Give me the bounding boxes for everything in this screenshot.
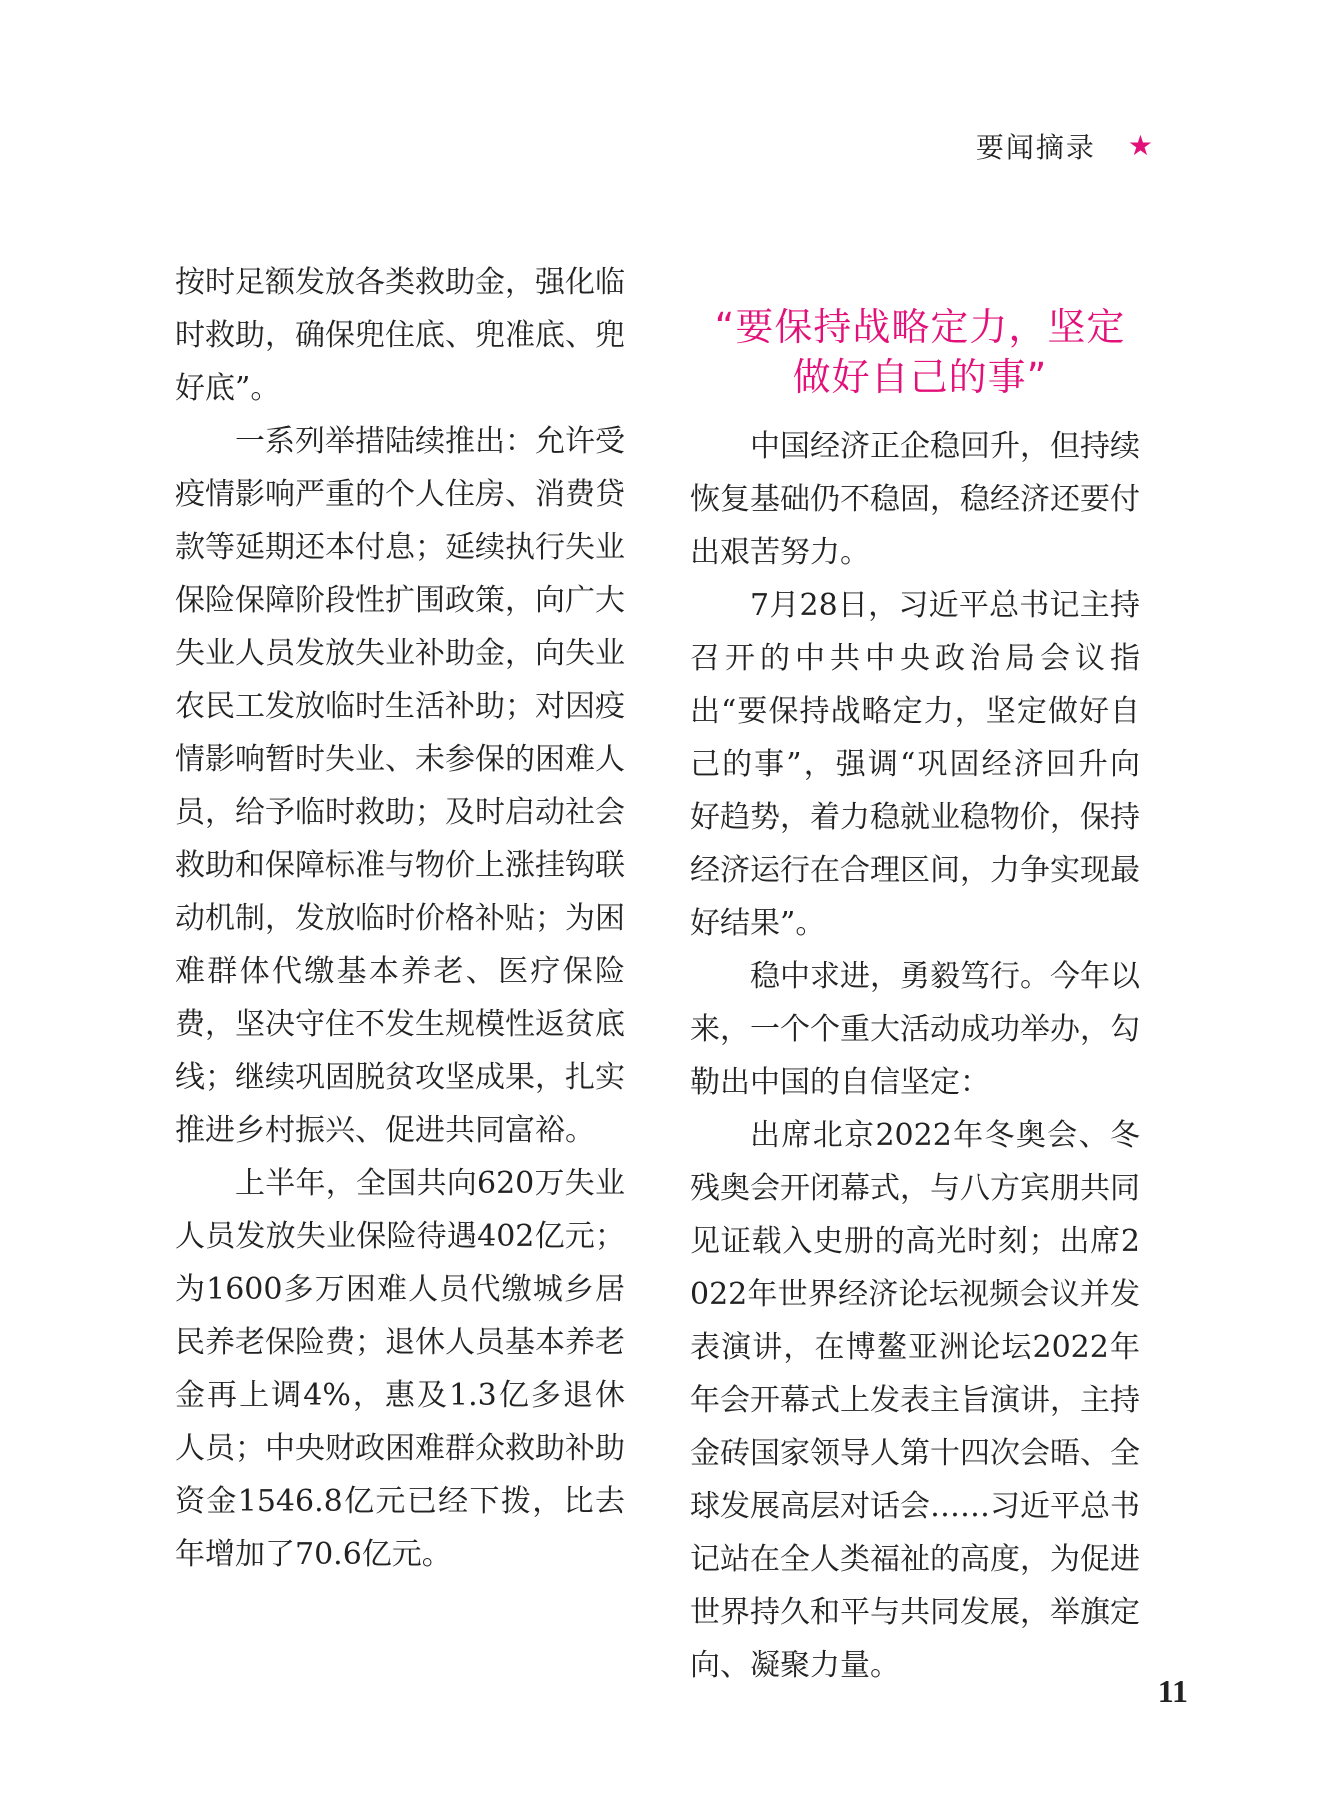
star-icon: ★ [1127,129,1153,162]
right-column [690,420,1140,1692]
left-column [175,256,625,1581]
paragraph: 出席北京2022年冬奥会、冬残奥会开闭幕式，与八方宾朋共同见证载入史册的高光时刻；出席2022年世界经济论坛视频会议并发表演讲，在博鳌亚洲论坛2022年年会开幕式上发表主旨演讲，主持金砖国家领导人第十四次会晤、全球发展高层对话会……习近平总书记站在全人类福祉的高度，为促进世界持久和平与共同发展，举旗定向、凝聚力量。 [690,1118,1140,1683]
section-heading-line-2: 做好自己的事” [792,355,1048,399]
paragraph: 稳中求进，勇毅笃行。今年以来，一个个重大活动成功举办，勾勒出中国的自信坚定： [690,959,1140,1100]
paragraph: 上半年，全国共向620万失业人员发放失业保险待遇402亿元；为1600多万困难人员代缴城乡居民养老保险费；退休人员基本养老金再上调4%，惠及1.3亿多退休人员；中央财政困难群众救助补助资金1546.8亿元已经下拨，比去年增加了70.6亿元。 [175,1166,625,1572]
paragraph: 中国经济正企稳回升，但持续恢复基础仍不稳固，稳经济还要付出艰苦努力。 [690,429,1140,570]
paragraph: 按时足额发放各类救助金，强化临时救助，确保兜住底、兜准底、兜好底”。 [175,265,625,406]
paragraph: 一系列举措陆续推出：允许受疫情影响严重的个人住房、消费贷款等延期还本付息；延续执行失业保险保障阶段性扩围政策，向广大失业人员发放失业补助金，向失业农民工发放临时生活补助；对因疫情影响暂时失业、未参保的困难人员，给予临时救助；及时启动社会救助和保障标准与物价上涨挂钩联动机制，发放临时价格补贴；为困难群体代缴基本养老、医疗保险费，坚决守住不发生规模性返贫底线；继续巩固脱贫攻坚成果，扎实推进乡村振兴、促进共同富裕。 [175,424,625,1148]
section-label: 要闻摘录 [975,131,1096,164]
running-header [976,126,1153,166]
section-heading [690,302,1150,402]
section-heading-line-1: “要保持战略定力，坚定 [714,305,1126,349]
page-number: 11 [1157,1673,1188,1709]
paragraph: 7月28日，习近平总书记主持召开的中共中央政治局会议指出“要保持战略定力，坚定做好自己的事”，强调“巩固经济回升向好趋势，着力稳就业稳物价，保持经济运行在合理区间，力争实现最好结果”。 [690,588,1140,941]
